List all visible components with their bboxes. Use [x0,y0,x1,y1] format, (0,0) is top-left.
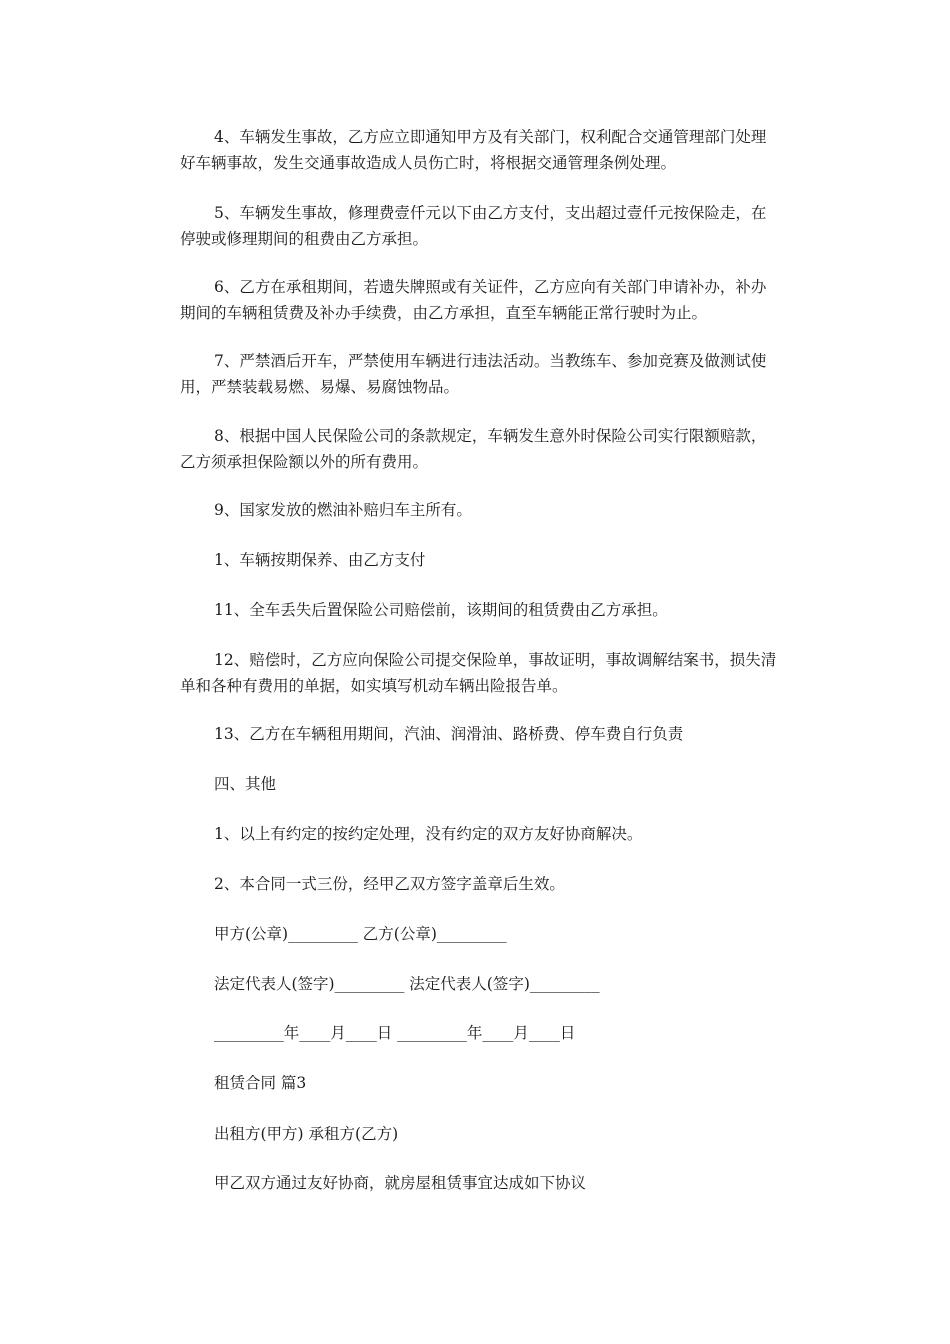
clause-7-prohibitions: 7、严禁酒后开车，严禁使用车辆进行违法活动。当教练车、参加竞赛及做测试使用，严禁装载易燃、易爆、易腐蚀物品。 [180,352,767,396]
other-clause-1: 1、以上有约定的按约定处理，没有约定的双方友好协商解决。 [214,825,643,843]
section-heading-other: 四、其他 [214,775,277,793]
clause-8-insurance-limit: 8、根据中国人民保险公司的条款规定，车辆发生意外时保险公司实行限额赔款，乙方须承担保险额以外的所有费用。 [180,427,767,471]
legal-representative-signature-line: 法定代表人(签字)_________ 法定代表人(签字)_________ [214,975,600,993]
agreement-intro: 甲乙双方通过友好协商，就房屋租赁事宜达成如下协议 [214,1174,587,1192]
clause-12-compensation: 12、赔偿时，乙方应向保险公司提交保险单，事故证明，事故调解结案书，损失清单和各种有费用的单据，如实填写机动车辆出险报告单。 [180,651,777,695]
lessor-lessee-line: 出租方(甲方) 承租方(乙方) [214,1125,399,1143]
clause-11-vehicle-loss: 11、全车丢失后置保险公司赔偿前，该期间的租赁费由乙方承担。 [214,601,668,619]
other-clause-2: 2、本合同一式三份，经甲乙双方签字盖章后生效。 [214,875,565,893]
party-seal-line: 甲方(公章)_________ 乙方(公章)_________ [214,925,507,943]
clause-6-lost-license: 6、乙方在承租期间，若遗失牌照或有关证件，乙方应向有关部门申请补办，补办期间的车辆租赁费及补办手续费，由乙方承担，直至车辆能正常行驶时为止。 [180,278,767,322]
clause-9-fuel-subsidy: 9、国家发放的燃油补赔归车主所有。 [214,501,472,519]
clause-4-accident-notification: 4、车辆发生事故，乙方应立即通知甲方及有关部门，权利配合交通管理部门处理好车辆事故，发生交通事故造成人员伤亡时，将根据交通管理条例处理。 [180,128,767,172]
date-line: _________年____月____日 _________年____月____日 [214,1024,576,1042]
contract-section-title: 租赁合同 篇3 [214,1074,307,1092]
clause-13-running-costs: 13、乙方在车辆租用期间，汽油、润滑油、路桥费、停车费自行负责 [214,725,684,743]
clause-5-repair-costs: 5、车辆发生事故，修理费壹仟元以下由乙方支付，支出超过壹仟元按保险走，在停驶或修理期间的租费由乙方承担。 [180,204,767,248]
clause-1-maintenance: 1、车辆按期保养、由乙方支付 [214,551,426,569]
